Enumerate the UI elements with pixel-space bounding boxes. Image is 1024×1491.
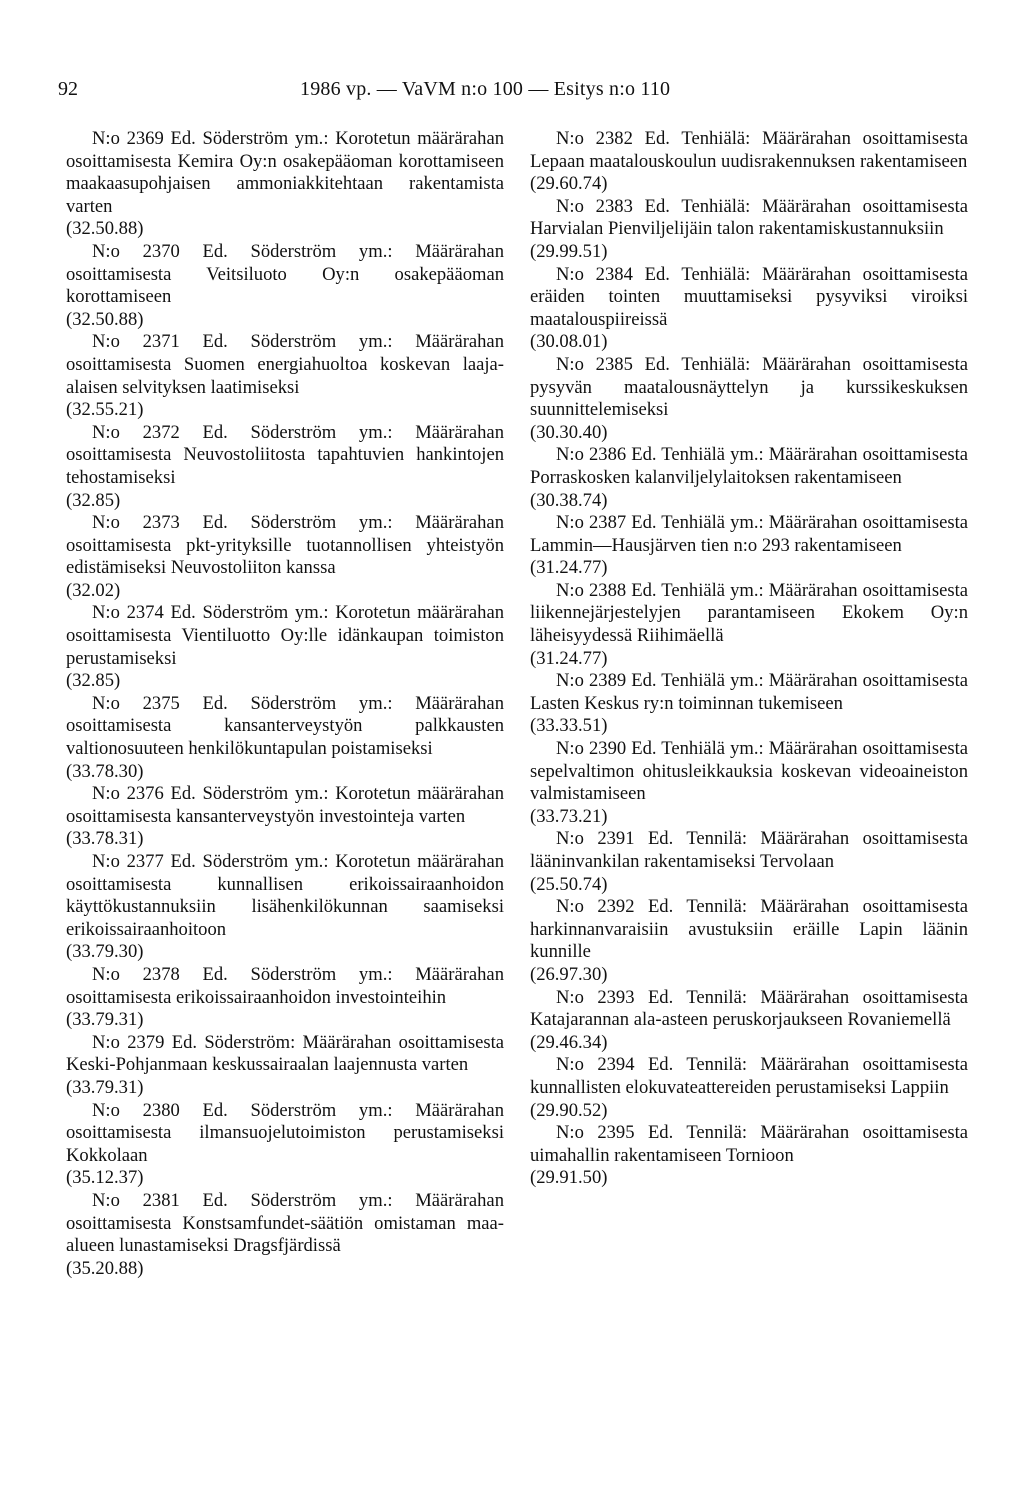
motion-entry [66, 783, 504, 851]
motion-entry [530, 128, 968, 196]
budget-item-code: (32.55.21) [66, 399, 144, 421]
motion-text: N:o 2375 Ed. Söderström ym.: Määrärahan osoittamisesta kansanterveystyön palkkausten valtionosuuteen henkilökuntapulan poistamiseksi [66, 692, 504, 760]
motion-text: N:o 2376 Ed. Söderström ym.: Korotetun määrärahan osoittamisesta kansanterveystyön investointeja varten [66, 783, 504, 827]
budget-item-code: (29.99.51) [530, 240, 608, 262]
motion-entry [66, 1190, 504, 1280]
motion-text: N:o 2394 Ed. Tennilä: Määrärahan osoittamisesta kunnallisten elokuvateattereiden perustamiseksi Lappiin [530, 1054, 968, 1098]
motion-entry [530, 1122, 968, 1190]
motion-entry [66, 512, 504, 602]
motion-entry [530, 512, 968, 580]
motion-entry [530, 1054, 968, 1122]
motion-entry [66, 602, 504, 692]
motion-text: N:o 2392 Ed. Tennilä: Määrärahan osoittamisesta harkinnanvaraisiin avustuksiin eräille Lapin läänin kunnille [530, 896, 968, 963]
motion-entry [530, 264, 968, 354]
motion-entry [66, 851, 504, 964]
budget-item-code: (33.78.30) [66, 760, 144, 782]
motion-entry [530, 828, 968, 896]
motion-text: N:o 2395 Ed. Tennilä: Määrärahan osoittamisesta uimahallin rakentamiseen Tornioon [530, 1122, 968, 1166]
motion-entry [530, 580, 968, 670]
motion-entry [530, 896, 968, 986]
motion-text: N:o 2384 Ed. Tenhiälä: Määrärahan osoittamisesta eräiden tointen muuttamiseksi pysyviksi viroiksi maatalouspiireissä [530, 263, 968, 330]
motion-text: N:o 2377 Ed. Söderström ym.: Korotetun määrärahan osoittamisesta kunnallisen erikoissairaanhoidon käyttökustannuksiin lisähenkilökunnan saamiseksi erikoissairaanhoitoon [66, 851, 504, 940]
motion-text: N:o 2385 Ed. Tenhiälä: Määrärahan osoittamisesta pysyvän maatalousnäyttelyn ja kurssikeskuksen suunnittelemiseksi [530, 353, 968, 421]
motion-entry [66, 241, 504, 331]
budget-item-code: (33.78.31) [66, 828, 144, 850]
motion-text: N:o 2393 Ed. Tennilä: Määrärahan osoittamisesta Katajarannan ala-asteen peruskorjaukseen Rovaniemellä [530, 986, 968, 1031]
budget-item-code: (33.79.30) [66, 941, 144, 963]
budget-item-code: (29.60.74) [530, 173, 608, 195]
motion-text: N:o 2386 Ed. Tenhiälä ym.: Määrärahan osoittamisesta Porraskosken kalanviljelylaitoksen rakentamiseen [530, 444, 968, 488]
motion-text: N:o 2370 Ed. Söderström ym.: Määrärahan osoittamisesta Veitsiluoto Oy:n osakepääoman korottamiseen [66, 240, 504, 308]
motion-text: N:o 2388 Ed. Tenhiälä ym.: Määrärahan osoittamisesta liikennejärjestelyjen parantamiseen Ekokem Oy:n läheisyydessä Riihimäellä [530, 579, 968, 647]
budget-item-code: (35.20.88) [66, 1257, 144, 1279]
budget-item-code: (32.50.88) [66, 308, 144, 330]
motion-entry [66, 128, 504, 241]
budget-item-code: (33.73.21) [530, 805, 608, 827]
budget-item-code: (31.24.77) [530, 557, 608, 579]
motion-text: N:o 2387 Ed. Tenhiälä ym.: Määrärahan osoittamisesta Lammin—Hausjärven tien n:o 293 rakentamiseen [530, 512, 968, 556]
left-column [66, 128, 504, 1280]
motion-text: N:o 2371 Ed. Söderström ym.: Määrärahan osoittamisesta Suomen energiahuoltoa koskevan laaja-alaisen selvityksen laatimiseksi [66, 331, 504, 398]
motion-text: N:o 2374 Ed. Söderström ym.: Korotetun määrärahan osoittamisesta Vientiluotto Oy:lle idänkaupan toimiston perustamiseksi [66, 602, 504, 669]
motion-text: N:o 2381 Ed. Söderström ym.: Määrärahan osoittamisesta Konstsamfundet-säätiön omistaman maa-alueen lunastamiseksi Dragsfjärdissä [66, 1189, 504, 1257]
budget-item-code: (32.85) [66, 489, 121, 511]
budget-item-code: (25.50.74) [530, 873, 608, 895]
budget-item-code: (32.02) [66, 579, 121, 601]
budget-item-code: (29.91.50) [530, 1167, 608, 1189]
motion-entry [66, 422, 504, 512]
motion-text: N:o 2389 Ed. Tenhiälä ym.: Määrärahan osoittamisesta Lasten Keskus ry:n toiminnan tukemiseen [530, 670, 968, 714]
motion-entry [530, 987, 968, 1055]
budget-item-code: (30.38.74) [530, 489, 608, 511]
budget-item-code: (29.90.52) [530, 1099, 608, 1121]
motion-text: N:o 2390 Ed. Tenhiälä ym.: Määrärahan osoittamisesta sepelvaltimon ohitusleikkauksia koskevan videoaineiston valmistamiseen [530, 738, 968, 805]
running-head: 1986 vp. — VaVM n:o 100 — Esitys n:o 110 [300, 78, 671, 100]
budget-item-code: (30.30.40) [530, 421, 608, 443]
motion-text: N:o 2380 Ed. Söderström ym.: Määrärahan osoittamisesta ilmansuojelutoimiston perustamiseksi Kokkolaan [66, 1099, 504, 1166]
budget-item-code: (29.46.34) [530, 1031, 608, 1053]
motion-entry [530, 670, 968, 738]
budget-item-code: (26.97.30) [530, 963, 608, 985]
budget-item-code: (32.85) [66, 670, 121, 692]
motion-entry [530, 354, 968, 444]
page-header [58, 78, 978, 108]
budget-item-code: (33.79.31) [66, 1009, 144, 1031]
motion-text: N:o 2382 Ed. Tenhiälä: Määrärahan osoittamisesta Lepaan maatalouskoulun uudisrakennuksen rakentamiseen [530, 128, 968, 172]
motion-entry [66, 331, 504, 421]
motion-text: N:o 2383 Ed. Tenhiälä: Määrärahan osoittamisesta Harvialan Pienviljelijäin talon rakentamiskustannuksiin [530, 195, 968, 240]
budget-item-code: (33.33.51) [530, 715, 608, 737]
motion-entry [530, 738, 968, 828]
motion-entry [66, 964, 504, 1032]
motion-entry [530, 196, 968, 264]
budget-item-code: (31.24.77) [530, 647, 608, 669]
motion-text: N:o 2369 Ed. Söderström ym.: Korotetun määrärahan osoittamisesta Kemira Oy:n osakepääoman korottamiseen maakaasupohjaisen ammoniakkitehtaan rakentamista varten [66, 128, 504, 217]
page-number: 92 [58, 78, 78, 100]
motion-text: N:o 2391 Ed. Tennilä: Määrärahan osoittamisesta lääninvankilan rakentamiseksi Tervolaan [530, 828, 968, 872]
motion-entry [66, 693, 504, 783]
motion-entry [530, 444, 968, 512]
right-column [530, 128, 968, 1190]
motion-text: N:o 2373 Ed. Söderström ym.: Määrärahan osoittamisesta pkt-yrityksille tuotannollisen yhteistyön edistämiseksi Neuvostoliiton kanssa [66, 512, 504, 579]
motion-text: N:o 2378 Ed. Söderström ym.: Määrärahan osoittamisesta erikoissairaanhoidon investointeihin [66, 963, 504, 1008]
motion-text: N:o 2372 Ed. Söderström ym.: Määrärahan osoittamisesta Neuvostoliitosta tapahtuvien hankintojen tehostamiseksi [66, 421, 504, 488]
motion-entry [66, 1032, 504, 1100]
motion-text: N:o 2379 Ed. Söderström: Määrärahan osoittamisesta Keski-Pohjanmaan keskussairaalan laajennusta varten [66, 1031, 504, 1076]
budget-item-code: (35.12.37) [66, 1167, 144, 1189]
motion-entry [66, 1100, 504, 1190]
budget-item-code: (33.79.31) [66, 1076, 144, 1098]
budget-item-code: (30.08.01) [530, 331, 608, 353]
budget-item-code: (32.50.88) [66, 218, 144, 240]
